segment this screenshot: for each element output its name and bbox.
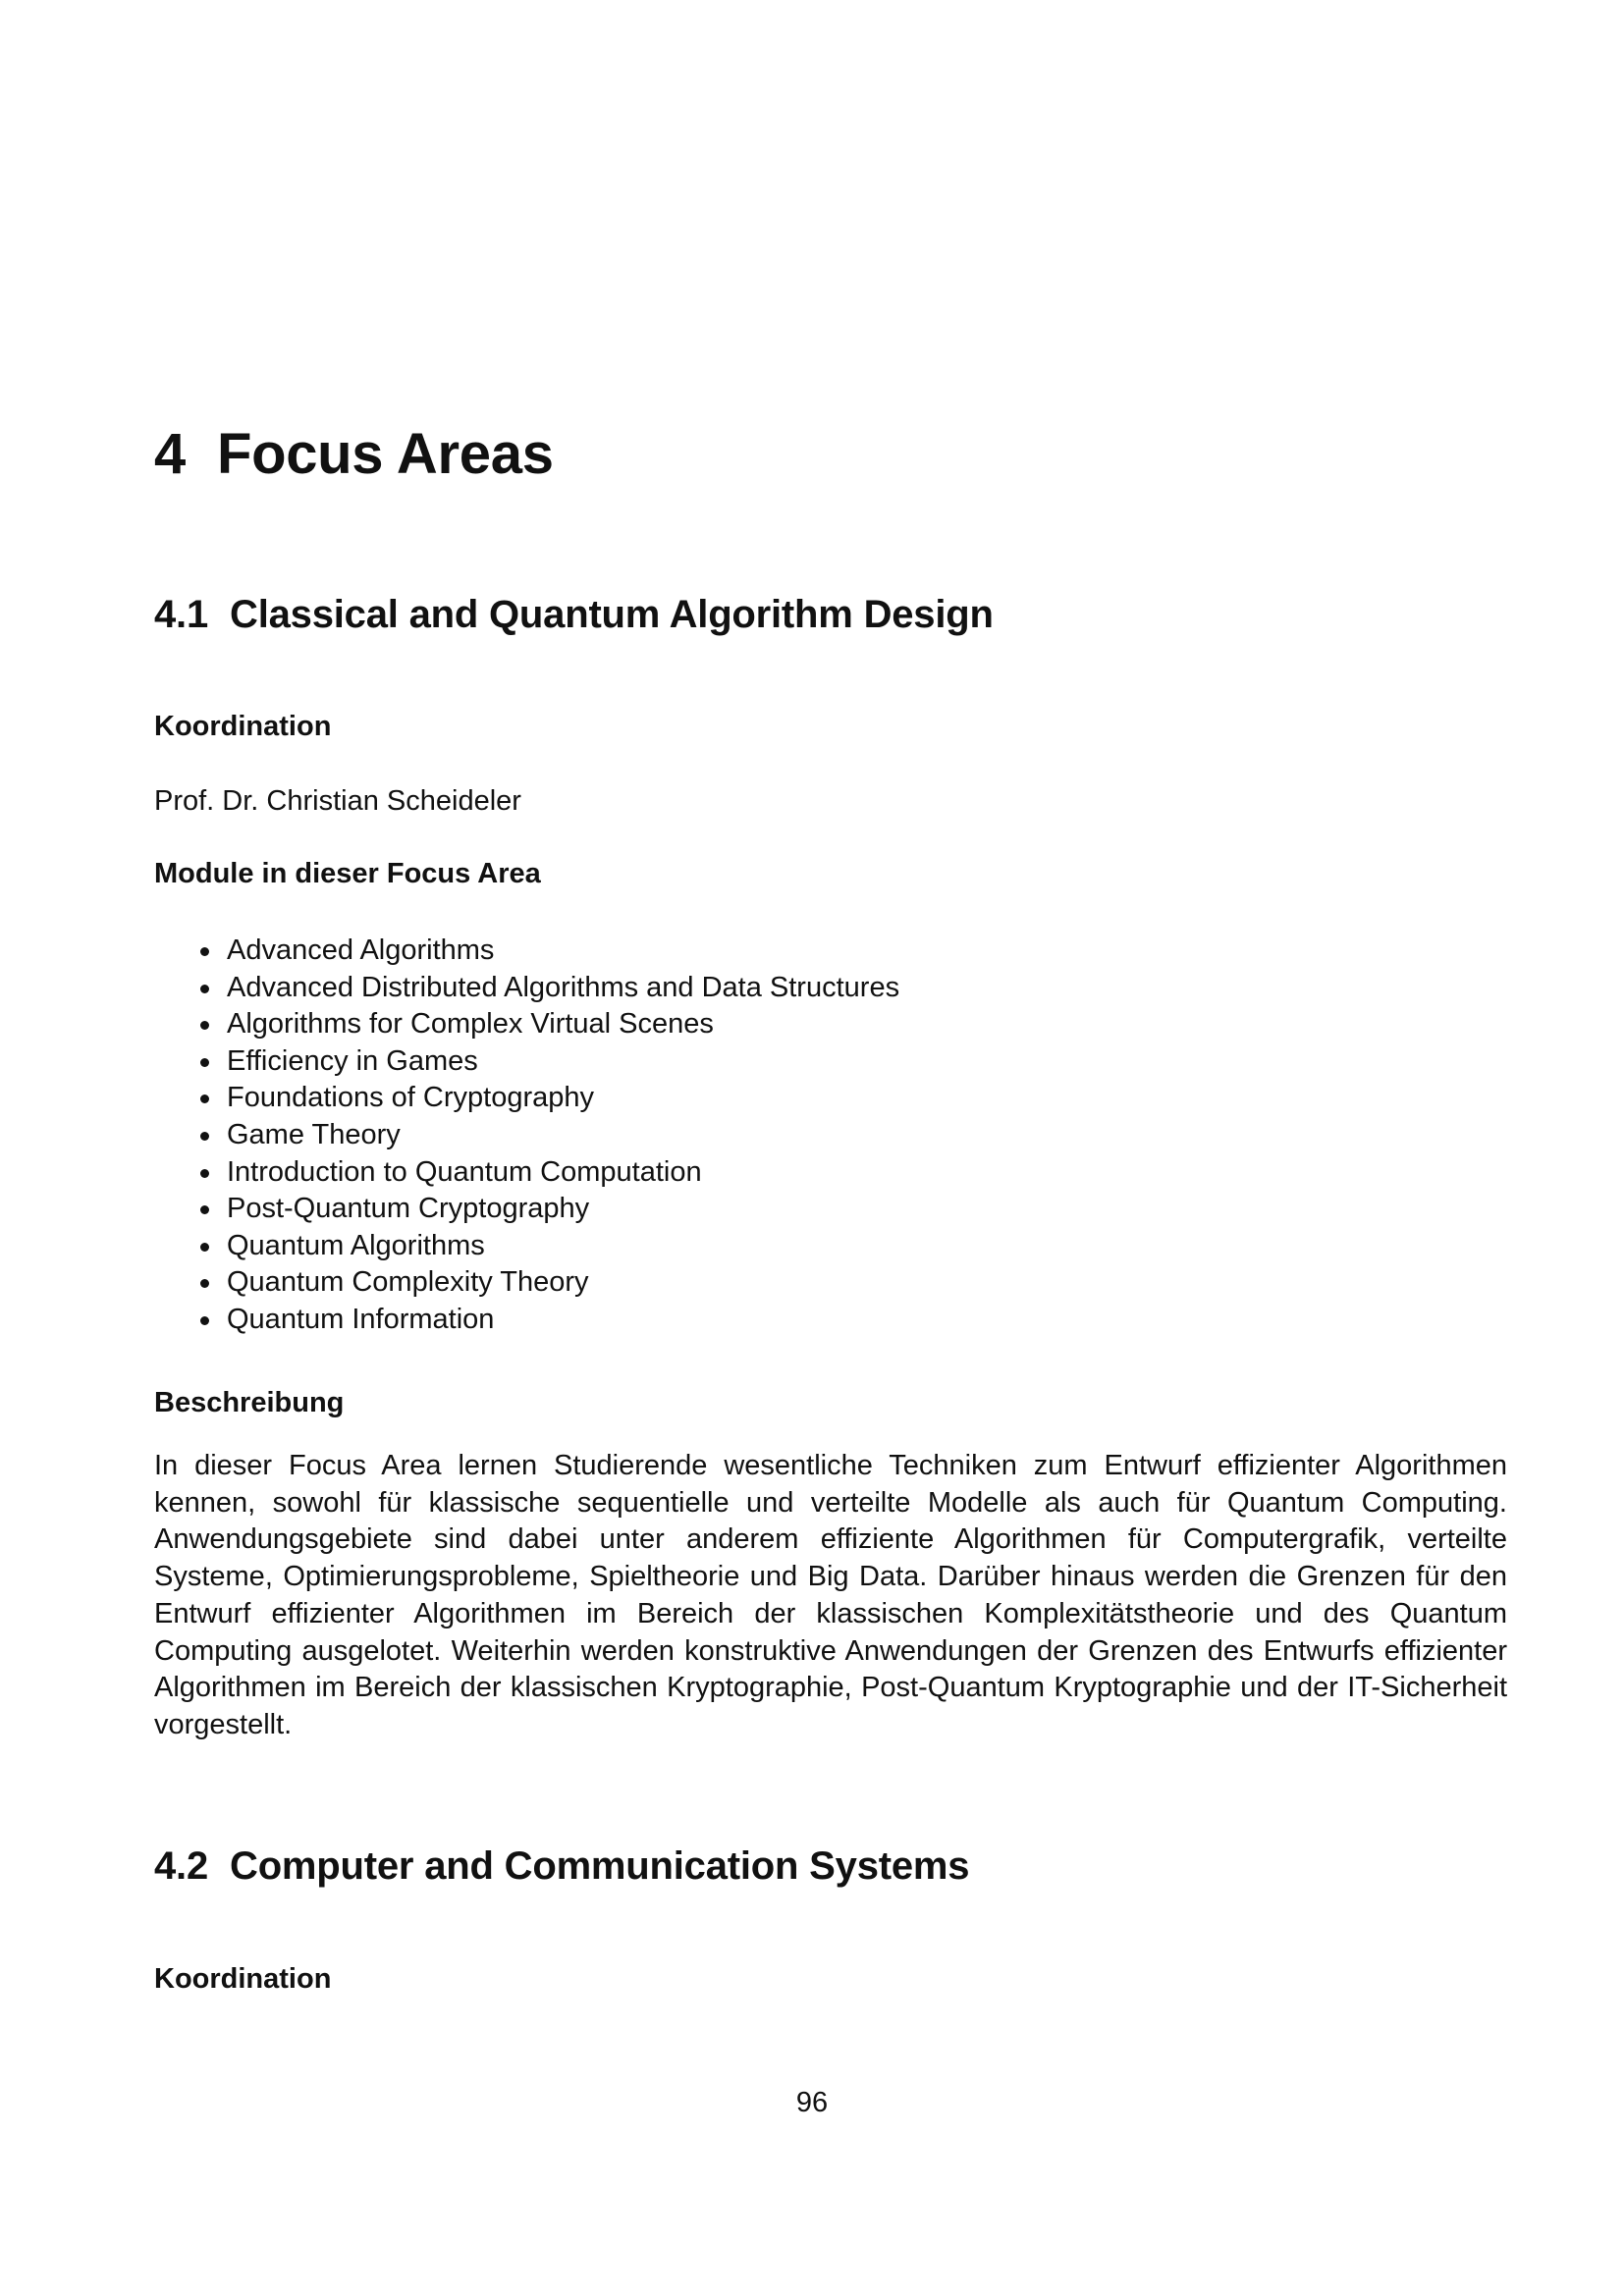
section-title-4-1	[154, 590, 994, 639]
bullet-icon	[200, 1279, 209, 1288]
list-item: Advanced Distributed Algorithms and Data Structures	[154, 970, 899, 1007]
description-heading: Beschreibung	[154, 1387, 345, 1418]
section-number-4-2: 4.2	[154, 1844, 209, 1888]
bullet-icon	[200, 1021, 209, 1030]
coordination-heading-4-1: Koordination	[154, 711, 332, 742]
coordination-heading-4-2: Koordination	[154, 1963, 332, 1995]
module-list	[154, 933, 899, 1339]
bullet-icon	[200, 1132, 209, 1141]
section-title-text-4-1: Classical and Quantum Algorithm Design	[230, 593, 994, 636]
bullet-icon	[200, 1169, 209, 1178]
list-item: Advanced Algorithms	[154, 933, 899, 970]
list-item: Quantum Information	[154, 1302, 899, 1339]
chapter-title-text: Focus Areas	[216, 422, 554, 486]
section-title-4-2	[154, 1842, 969, 1891]
list-item: Foundations of Cryptography	[154, 1080, 899, 1117]
description-paragraph: In dieser Focus Area lernen Studierende wesentliche Techniken zum Entwurf effizienter Algorithmen kennen, sowohl für klassische sequentielle und verteilte Modelle als auch für Quantum Computing. Anwendungsgebiete sind dabei unter anderem effiziente Algorithmen für Computergrafik, verteilte Systeme, Optimierungsprobleme, Spieltheorie und Big Data. Darüber hinaus werden die Grenzen für den Entwurf effizienter Algorithmen im Bereich der klassischen Komplexitätstheorie und des Quantum Computing ausgelotet. Weiterhin werden konstruktive Anwendungen der Grenzen des Entwurfs effizienter Algorithmen im Bereich der klassischen Kryptographie, Post-Quantum Kryptographie und der IT-Sicherheit vorgestellt.	[154, 1450, 1507, 1740]
list-item: Quantum Algorithms	[154, 1228, 899, 1265]
list-item: Efficiency in Games	[154, 1043, 899, 1081]
bullet-icon	[200, 1095, 209, 1103]
modules-heading: Module in dieser Focus Area	[154, 858, 541, 889]
chapter-title	[154, 420, 554, 489]
chapter-number: 4	[154, 422, 186, 486]
bullet-icon	[200, 985, 209, 993]
list-item: Post-Quantum Cryptography	[154, 1191, 899, 1228]
list-item: Game Theory	[154, 1117, 899, 1154]
list-item: Quantum Complexity Theory	[154, 1264, 899, 1302]
page-number: 96	[795, 2087, 829, 2118]
bullet-icon	[200, 947, 209, 956]
bullet-icon	[200, 1316, 209, 1325]
section-title-text-4-2: Computer and Communication Systems	[230, 1844, 970, 1888]
list-item: Introduction to Quantum Computation	[154, 1154, 899, 1192]
list-item: Algorithms for Complex Virtual Scenes	[154, 1006, 899, 1043]
bullet-icon	[200, 1205, 209, 1214]
bullet-icon	[200, 1243, 209, 1252]
coordinator-name: Prof. Dr. Christian Scheideler	[154, 785, 521, 817]
section-number-4-1: 4.1	[154, 593, 209, 636]
bullet-icon	[200, 1058, 209, 1067]
